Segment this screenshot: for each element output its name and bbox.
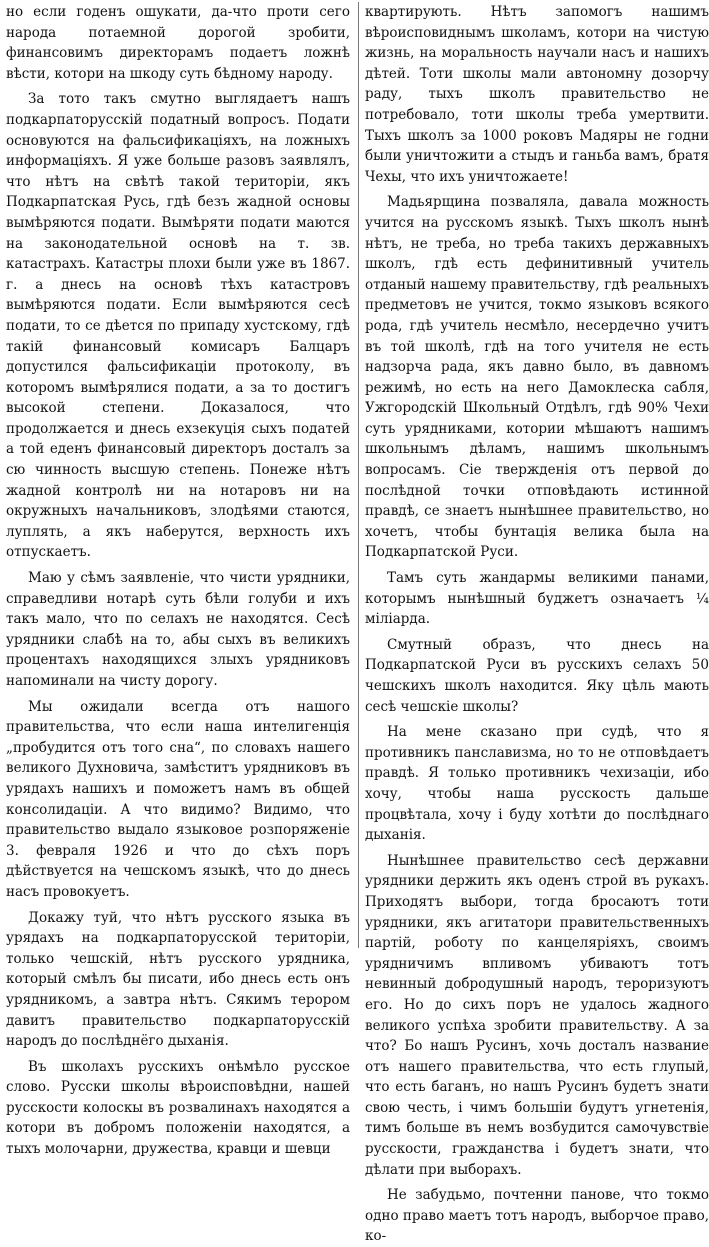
- left-column: [6, 2, 350, 1158]
- paragraph: Смутный образъ, что днесь на Подкарпатской Руси въ русскихъ селахъ 50 чешскихъ школъ находится. Яку цѣль мають сесѣ чешскіе школы?: [365, 636, 709, 715]
- paragraph: Мы ожидали всегда отъ нашого правительства, что если наша интелигенція „пробудится отъ того сна“, по словахъ нашего великого Духновича, замѣститъ урядниковъ въ урядахъ нашихъ и поможетъ намъ въ общей консолидаціи. А что видимо? Видимо, что правительство выдало языковое розпоряженіе 3. февраля 1926 и что до сѣхъ поръ дѣйствуется на чешскомъ языкѣ, что до днесь насъ провокуетъ.: [6, 698, 350, 900]
- paragraph: За тото такъ смутно выглядаетъ нашъ подкарпаторусскій податный вопросъ. Подати основуются на фальсификаціяхъ, на ложныхъ информаціяхъ. Я уже больше разовъ заявлялъ, что нѣтъ на свѣтѣ такой територіи, якъ Подкарпатская Русь, гдѣ безъ жадной основы вымѣряются подати. Вымѣряти подати маются на законодательной основѣ на т. зв. катастрахъ. Катастры плохи были уже въ 1867. г. а днесь на основѣ тѣхъ катастровъ вымѣряются подати. Если вымѣряются сесѣ подати, то се дѣется по припаду хустскому, гдѣ такій финансовый комисаръ Балцаръ допустился фальсификаціи протоколу, въ которомъ вымѣрялися подати, а за то достигъ высокой степени. Доказалося, что продолжается и днесь ехзекуція сыхъ податей а той еденъ финансовый директоръ досталъ за сю чинность высшую степень. Понеже нѣтъ жадной контролѣ ни на нотаровъ ни на окружныхъ начальниковъ, злодѣями стаются, луплять, а якъ наберутся, верхность ихъ отпускаетъ.: [6, 91, 350, 561]
- paragraph: Мадьярщина позваляла, давала можность учится на русскомъ языкѣ. Тыхъ школъ нынѣ нѣтъ, не треба, но треба такихъ державныхъ школъ, гдѣ есть дефинитивный учитель отданый нашему правительству, гдѣ реальныхъ предметовъ не учится, токмо языковъ всякого рода, гдѣ учитель несмѣло, несердечно учитъ въ той школѣ, гдѣ на того учителя не есть надзорча рада, якъ давно было, въ давномъ режимѣ, но есть на него Дамоклеска сабля, Ужгородскій Школьный Отдѣлъ, гдѣ 90% Чехи суть урядниками, котории мѣшаютъ нашимъ школьнымъ дѣламъ, нашимъ школьнымъ вопросамъ. Сіе твержденія отъ первой до послѣдной точки отповѣдають истинной правдѣ, се знаетъ нынѣшнее правительство, но хочетъ, чтобы бунтація велика была на Подкарпатской Руси.: [365, 194, 709, 561]
- two-column-layout: [6, 2, 709, 1245]
- paragraph: квартирують. Нѣтъ запомогъ нашимъ вѣроисповиднымъ школамъ, котори на чистую жизнь, на моральность научали насъ и нашихъ дѣтей. Тоти школы мали автономну дозорчу раду, тыхъ школъ правительство не потребовало, тоти школы треба умертвити. Тыхъ школъ за 1000 роковъ Мадяры не годни были уничтожити а стыдъ и ганьба вамъ, братя Чехы, что ихъ уничтожаете!: [365, 4, 709, 185]
- paragraph: Тамъ суть жандармы великими панами, которымъ нынѣшный буджетъ означаетъ ¼ міліарда.: [365, 570, 709, 628]
- paragraph: Докажу туй, что нѣтъ русского языка въ урядахъ на подкарпаторусской територіи, только чешскій, нѣтъ русского урядника, который смѣлъ бы писати, ибо днесь есть онъ урядникомъ, а завтра нѣтъ. Сякимъ терором давитъ правительство подкарпаторусскій народъ до послѣднёго дыханія.: [6, 909, 350, 1050]
- paragraph: Не забудьмо, почтенни панове, что токмо одно право маетъ тотъ народъ, выборчое право, ко-: [365, 1187, 709, 1245]
- column-divider: [358, 2, 359, 948]
- paragraph: Нынѣшнее правительство сесѣ державни урядники держить якъ оденъ строй въ рукахъ. Приходятъ выбори, тогда бросаютъ тоти урядники, якъ агитатори правительственныхъ партій, роботу по канцеляріяхъ, своимъ урядничимъ впливомъ убиваютъ тотъ невинный добродушный народъ, тероризуютъ его. Но до сихъ поръ не удалось жадного великого успѣха зробити правительству. А за что? Бо нашъ Русинъ, хочь досталъ название отъ нашего правительства, что есть глупый, что есть баганъ, но нашъ Русинъ будетъ знати свою честь, і чимъ большіи будутъ угнетенія, тимъ больше въ немъ возбудится самочувствіе русскости, гражданства і будетъ знати, что дѣлати при выборахъ.: [365, 852, 709, 1178]
- paragraph: Въ школахъ русскихъ онѣмѣло русское слово. Русски школы вѣроисповѣдни, нашей русскости колоскы въ розвалинахъ находятся а котори въ добромъ положеніи находятся, а тыхъ молочарни, дружества, кравци и шевци: [6, 1058, 350, 1158]
- right-column: [365, 2, 709, 1245]
- paragraph: На мене сказано при судѣ, что я противникъ панславизма, но то не отповѣдаетъ правдѣ. Я только противникъ чехизаціи, ибо хочу, чтобы наша русскость дальше процвѣтала, хочу і буду хотѣти до послѣднаго дыханія.: [365, 724, 709, 844]
- paragraph: Маю у сѣмъ заявленіе, что чисти урядники, справедливи нотарѣ суть бѣли голуби и ихъ такъ мало, что по селахъ не находятся. Сесѣ урядники слабѣ на то, абы сыхъ въ великихъ процентахъ находящихся злыхъ урядниковъ напоминали на чисту дорогу.: [6, 570, 350, 689]
- paragraph: но если годенъ ошукати, да-что проти сего народа потаемной дорогой зробити, финансовимъ директорамъ подаетъ ложнѣ вѣсти, котори на шкоду суть бѣдному народу.: [6, 4, 350, 82]
